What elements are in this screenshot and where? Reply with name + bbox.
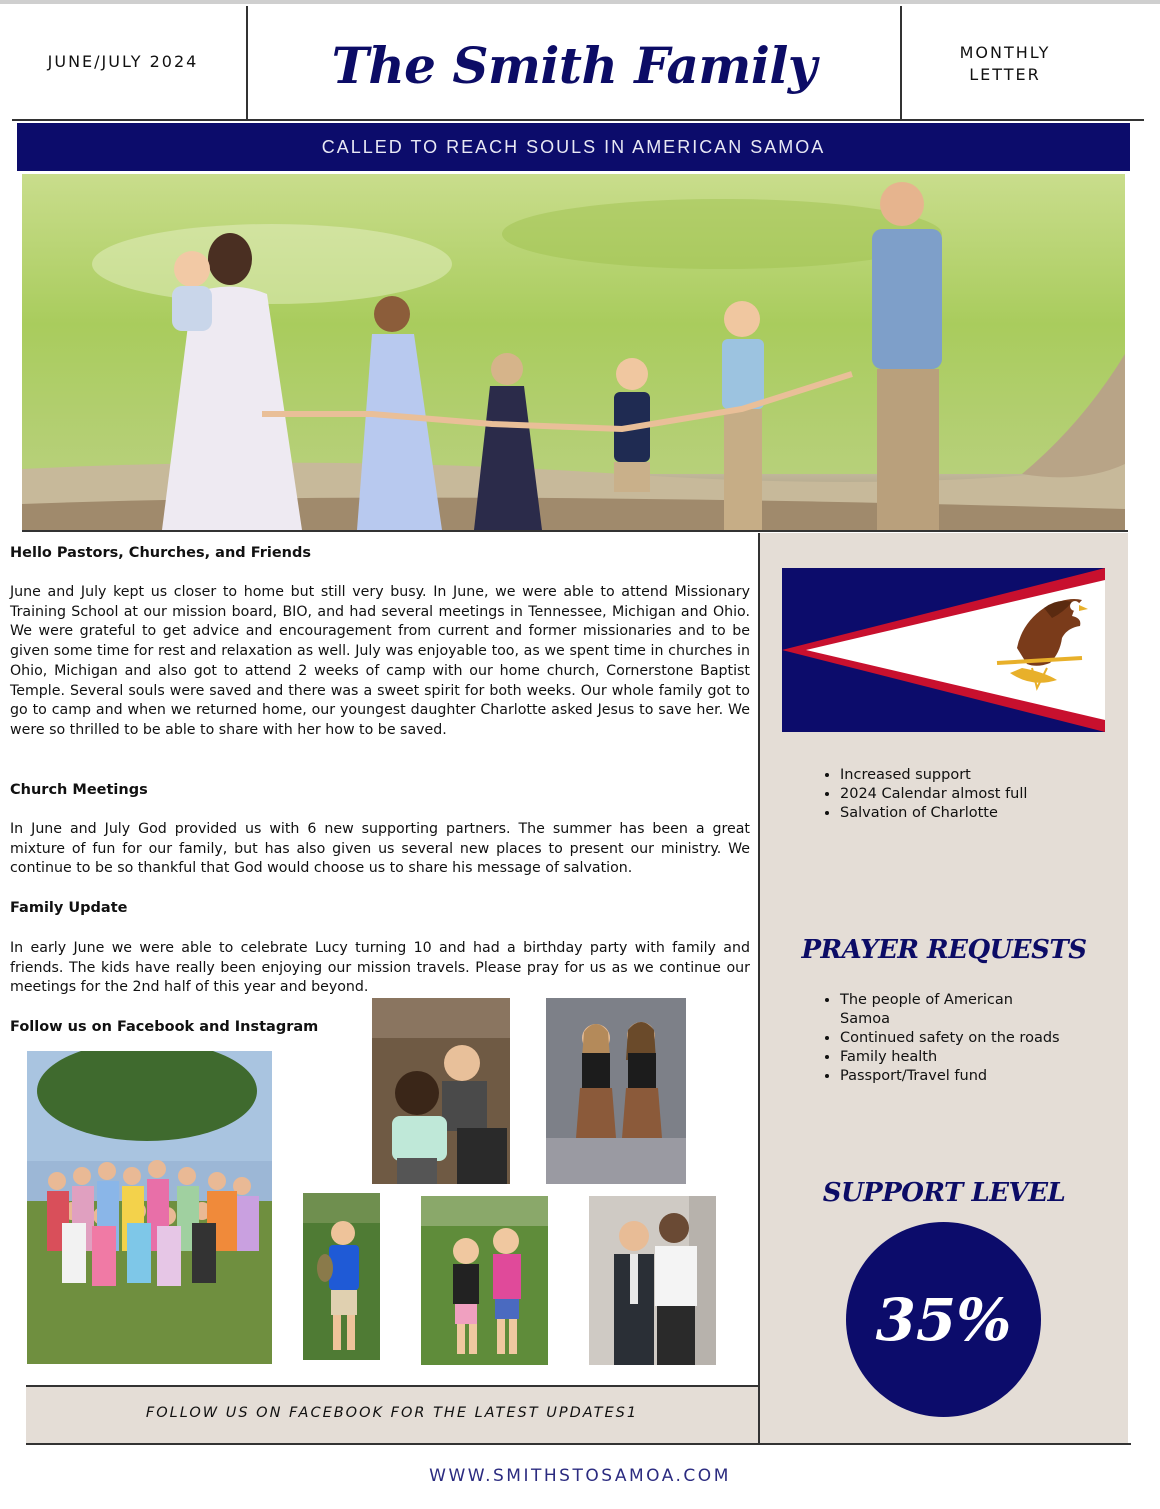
prayer-requests-heading: PRAYER REQUESTS	[801, 935, 1087, 965]
support-level-circle	[846, 1222, 1041, 1417]
intro-paragraph: June and July kept us closer to home but still very busy. In June, we were able to attend Missionary Training School at our mission board, BIO, and had several meetings in Tennessee, Michigan and Ohio. We were grateful to get advice and encouragement from current and former missionaries and to be given some time for rest and relaxation as well. July was enjoyable too, as we spent time in churches in Ohio, Michigan and also got to attend 2 weeks of camp with our home church, Cornerstone Baptist Temple. Several souls were saved and there was a sweet spirit for both weeks. Our whole family got to go to camp and when we returned home, our youngest daughter Charlotte asked Jesus to save her. We were so thrilled to be able to share with her how to be saved.	[10, 584, 750, 738]
website-link[interactable]: WWW.SMITHSTOSAMOA.COM	[429, 1466, 731, 1486]
camp-group-illustration	[27, 1051, 272, 1364]
kids-hall-photo	[372, 998, 510, 1184]
girls-dresses-photo	[546, 998, 686, 1184]
support-level-value: 35%	[875, 1285, 1012, 1354]
greeting-heading: Hello Pastors, Churches, and Friends	[10, 545, 311, 561]
prayer-item: • Continued safety on the roads	[840, 1029, 1100, 1048]
praise-list	[820, 766, 1027, 823]
praise-item: • 2024 Calendar almost full	[840, 785, 1027, 804]
issue-date: JUNE/JULY 2024	[47, 52, 199, 71]
prayer-item: • Family health	[840, 1048, 1100, 1067]
american-samoa-flag	[782, 568, 1105, 732]
prayer-item: • The people of American Samoa	[840, 991, 1040, 1029]
header-rule	[12, 119, 1144, 121]
mission-banner: CALLED TO REACH SOULS IN AMERICAN SAMOA	[17, 123, 1130, 171]
two-girls-illustration	[421, 1196, 548, 1365]
monthly-letter-label	[902, 42, 1108, 86]
bottom-rule	[26, 1443, 1131, 1445]
monthly-label-line2: LETTER	[969, 65, 1041, 84]
two-men-illustration	[589, 1196, 716, 1365]
camp-group-photo	[27, 1051, 272, 1364]
family-update-heading: Family Update	[10, 900, 128, 916]
prayer-list	[820, 991, 1100, 1086]
church-meetings-paragraph: In June and July God provided us with 6 new supporting partners. The summer has been a great mixture of fun for our family, but has also given us several new places to present our ministry. We continue to be so thankful that God would choose us to share his message of salvation.	[10, 821, 750, 877]
follow-us-heading: Follow us on Facebook and Instagram	[10, 1019, 319, 1035]
family-photo-illustration	[22, 174, 1125, 530]
two-girls-photo	[421, 1196, 548, 1365]
church-meetings-heading: Church Meetings	[10, 782, 148, 798]
hero-bottom-rule	[22, 530, 1128, 532]
kids-hall-illustration	[372, 998, 510, 1184]
monthly-label-line1: MONTHLY	[959, 43, 1051, 62]
boy-fish-photo	[303, 1193, 380, 1360]
boy-fish-illustration	[303, 1193, 380, 1360]
family-update-paragraph: In early June we were able to celebrate Lucy turning 10 and had a birthday party with family and friends. The kids have really been enjoying our mission travels. Please pray for us as we continue our meetings for the 2nd half of this year and beyond.	[10, 940, 750, 996]
prayer-item: • Passport/Travel fund	[840, 1067, 1100, 1086]
family-photo	[22, 174, 1125, 530]
praise-item: • Increased support	[840, 766, 1027, 785]
two-men-photo	[589, 1196, 716, 1365]
girls-dresses-illustration	[546, 998, 686, 1184]
top-border	[0, 0, 1160, 4]
newsletter-title: The Smith Family	[331, 36, 817, 95]
support-level-heading: SUPPORT LEVEL	[822, 1178, 1066, 1208]
praise-item: • Salvation of Charlotte	[840, 804, 1027, 823]
footer-follow-text: FOLLOW US ON FACEBOOK FOR THE LATEST UPDATES1	[145, 1405, 639, 1421]
